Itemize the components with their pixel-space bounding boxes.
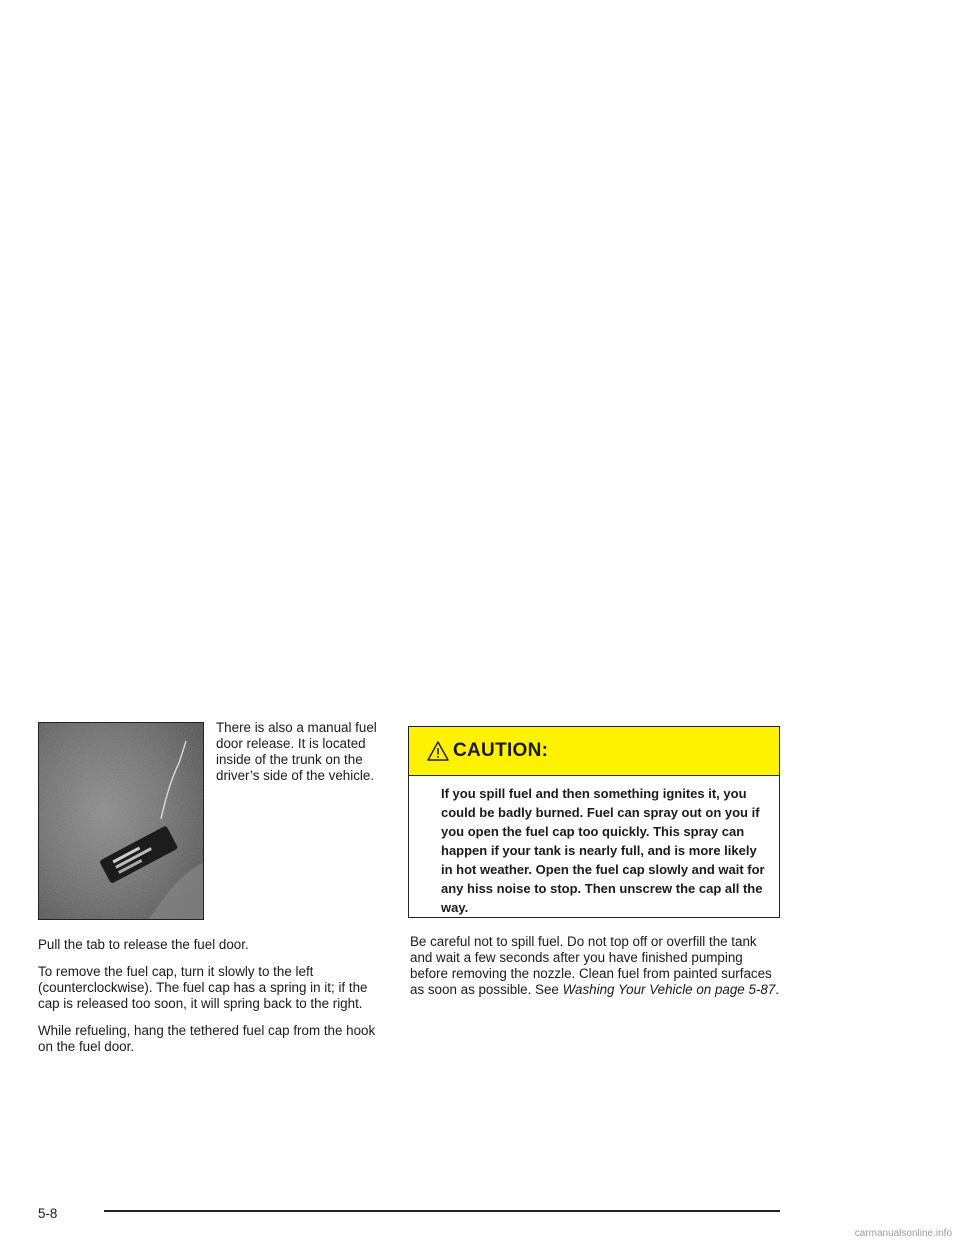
paragraph-end: . <box>775 982 780 997</box>
paragraph: While refueling, hang the tethered fuel cap from the hook on the fuel door. <box>38 1023 376 1054</box>
footer-divider <box>104 1210 780 1212</box>
fuel-door-release-photo <box>38 722 204 920</box>
caution-body: If you spill fuel and then something ignites it, you could be badly burned. Fuel can spray out on you if you open the fuel cap too quickly. This spray can happen if your tank is nearly full, and is more likely in hot weather. Open the fuel cap slowly and wait for any hiss noise to stop. Then unscrew the cap all the way. <box>441 786 765 915</box>
warning-triangle-icon <box>427 740 449 762</box>
cross-reference-link[interactable]: Washing Your Vehicle on page 5-87 <box>562 982 776 997</box>
fuel-door-release-tab-image <box>39 723 203 919</box>
paragraph-text: Be careful not to spill fuel. Do not top off or overfill the tank and wait a few seconds after you have finished pumping before removing the nozzle. Clean fuel from painted surfaces as soon as possible. See <box>410 934 772 997</box>
page-number: 5-8 <box>38 1206 58 1221</box>
left-column-text <box>38 937 388 1066</box>
manual-release-description: There is also a manual fuel door release. It is located inside of the trunk on the driver’s side of the vehicle. <box>216 720 377 783</box>
watermark: carmanualsonline.info <box>854 1228 952 1239</box>
right-column-text <box>410 934 782 1009</box>
paragraph: Pull the tab to release the fuel door. <box>38 937 249 952</box>
caution-box <box>408 726 780 918</box>
paragraph <box>410 934 782 998</box>
caution-title: CAUTION: <box>453 740 549 761</box>
caution-header <box>409 727 779 776</box>
paragraph: To remove the fuel cap, turn it slowly to the left (counterclockwise). The fuel cap has a spring in it; if the cap is released too soon, it will spring back to the right. <box>38 964 368 1011</box>
